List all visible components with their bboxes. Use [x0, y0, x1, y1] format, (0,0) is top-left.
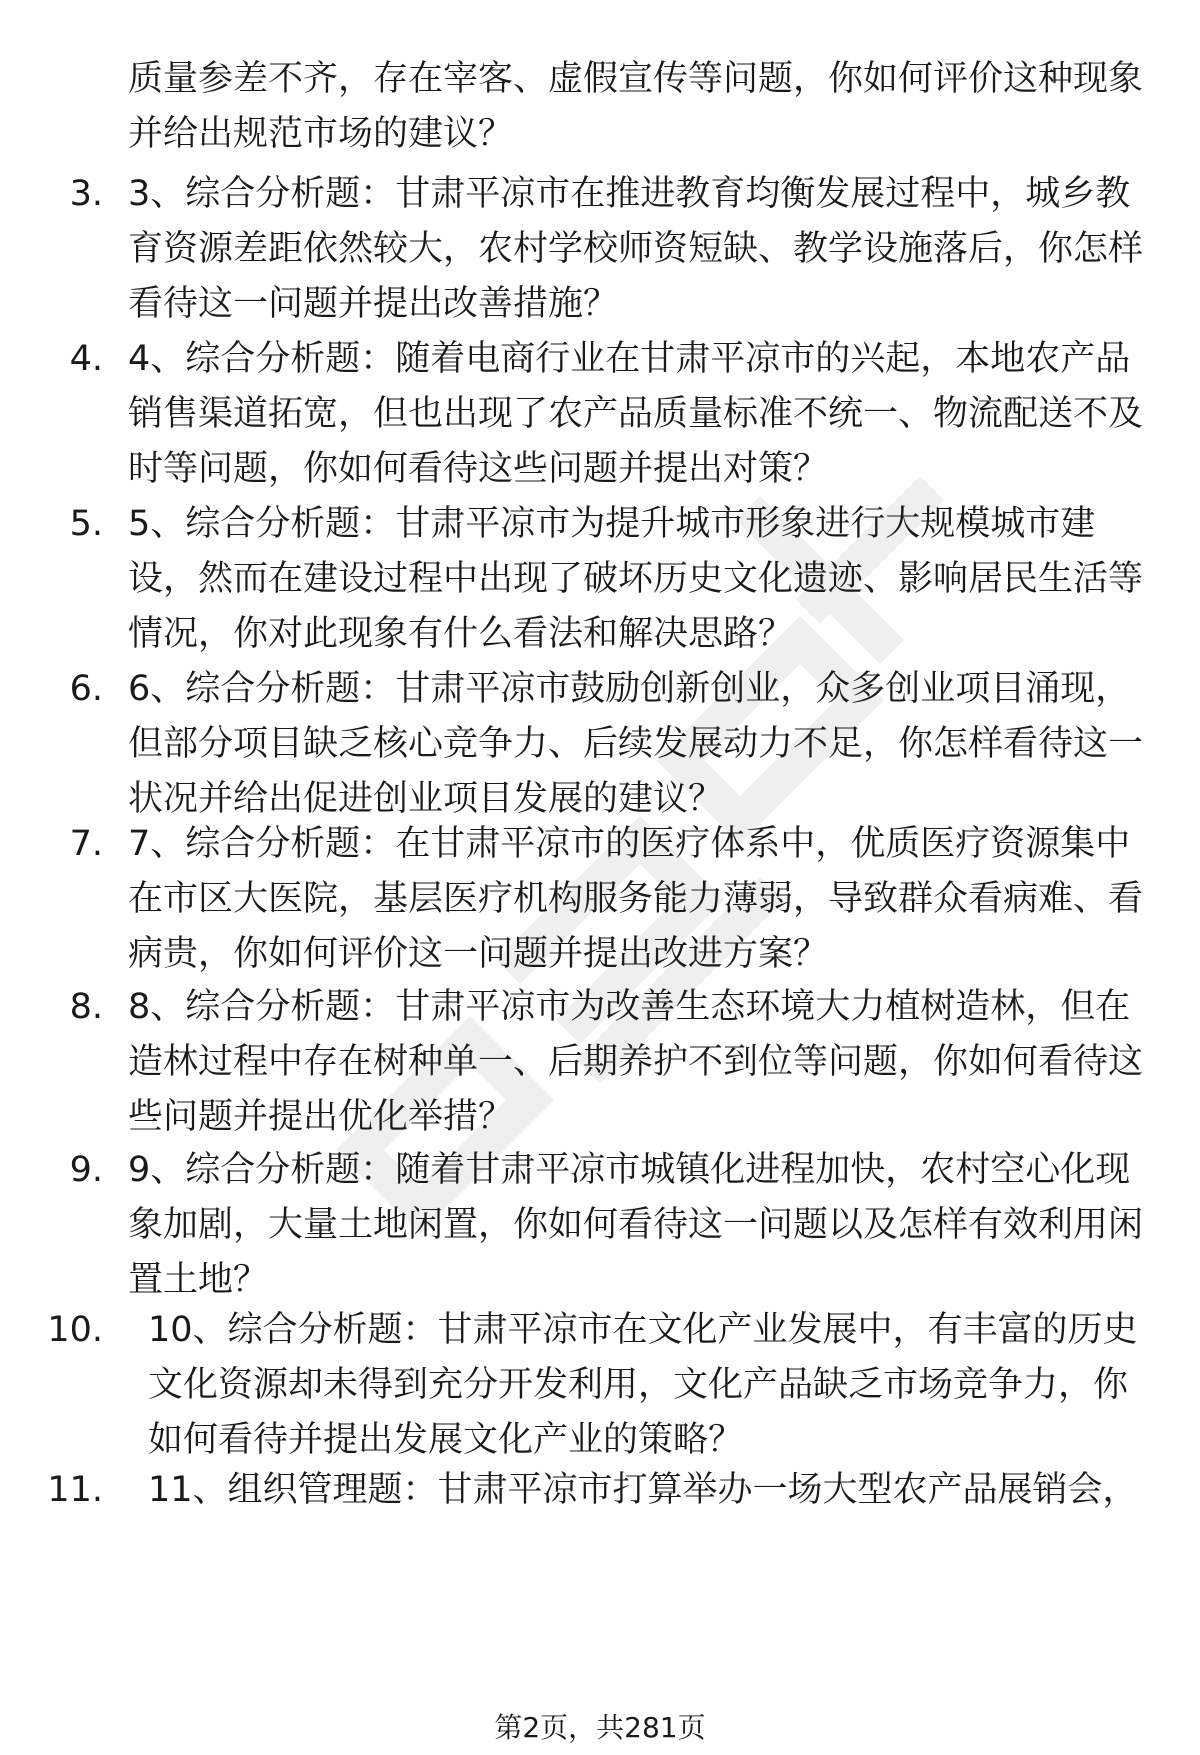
list-item-text: 9、综合分析题：随着甘肃平凉市城镇化进程加快，农村空心化现象加剧，大量土地闲置，你如何看待这一问题以及怎样有效利用闲置土地？ — [128, 1150, 1144, 1300]
list-item-text: 10、综合分析题：甘肃平凉市在文化产业发展中，有丰富的历史文化资源却未得到充分开发利用，文化产品缺乏市场竞争力，你如何看待并提出发展文化产业的策略？ — [148, 1310, 1138, 1460]
list-item-text: 3、综合分析题：甘肃平凉市在推进教育均衡发展过程中，城乡教育资源差距依然较大，农村学校师资短缺、教学设施落后，你怎样看待这一问题并提出改善措施？ — [128, 174, 1144, 324]
list-item-number: 7. — [69, 824, 103, 864]
list-item-text: 5、综合分析题：甘肃平凉市为提升城市形象进行大规模城市建设，然而在建设过程中出现了破坏历史文化遗迹、影响居民生活等情况，你对此现象有什么看法和解决思路？ — [128, 504, 1144, 654]
list-item-text: 11、组织管理题：甘肃平凉市打算举办一场大型农产品展销会， — [148, 1470, 1138, 1510]
list-item-number: 5. — [69, 504, 103, 544]
list-item-number: 10. — [47, 1310, 103, 1350]
list-item-number: 9. — [69, 1150, 103, 1190]
list-item-text: 4、综合分析题：随着电商行业在甘肃平凉市的兴起，本地农产品销售渠道拓宽，但也出现了农产品质量标准不统一、物流配送不及时等问题，你如何看待这些问题并提出对策？ — [128, 339, 1144, 489]
list-item-text: 7、综合分析题：在甘肃平凉市的医疗体系中，优质医疗资源集中在市区大医院，基层医疗机构服务能力薄弱，导致群众看病难、看病贵，你如何评价这一问题并提出改进方案？ — [128, 824, 1144, 974]
list-item-text: 8、综合分析题：甘肃平凉市为改善生态环境大力植树造林，但在造林过程中存在树种单一、后期养护不到位等问题，你如何看待这些问题并提出优化举措？ — [128, 987, 1144, 1137]
continuation-text: 质量参差不齐，存在宰客、虚假宣传等问题，你如何评价这种现象并给出规范市场的建议？ — [128, 59, 1144, 154]
list-item-number: 4. — [69, 339, 103, 379]
list-item-number: 3. — [69, 174, 103, 214]
list-item-number: 11. — [47, 1470, 103, 1510]
list-item-text: 6、综合分析题：甘肃平凉市鼓励创新创业，众多创业项目涌现，但部分项目缺乏核心竞争力、后续发展动力不足，你怎样看待这一状况并给出促进创业项目发展的建议？ — [128, 669, 1144, 819]
list-item-number: 8. — [69, 987, 103, 1027]
page-footer: 第2页，共281页 — [494, 1711, 706, 1744]
list-item-number: 6. — [69, 669, 103, 709]
